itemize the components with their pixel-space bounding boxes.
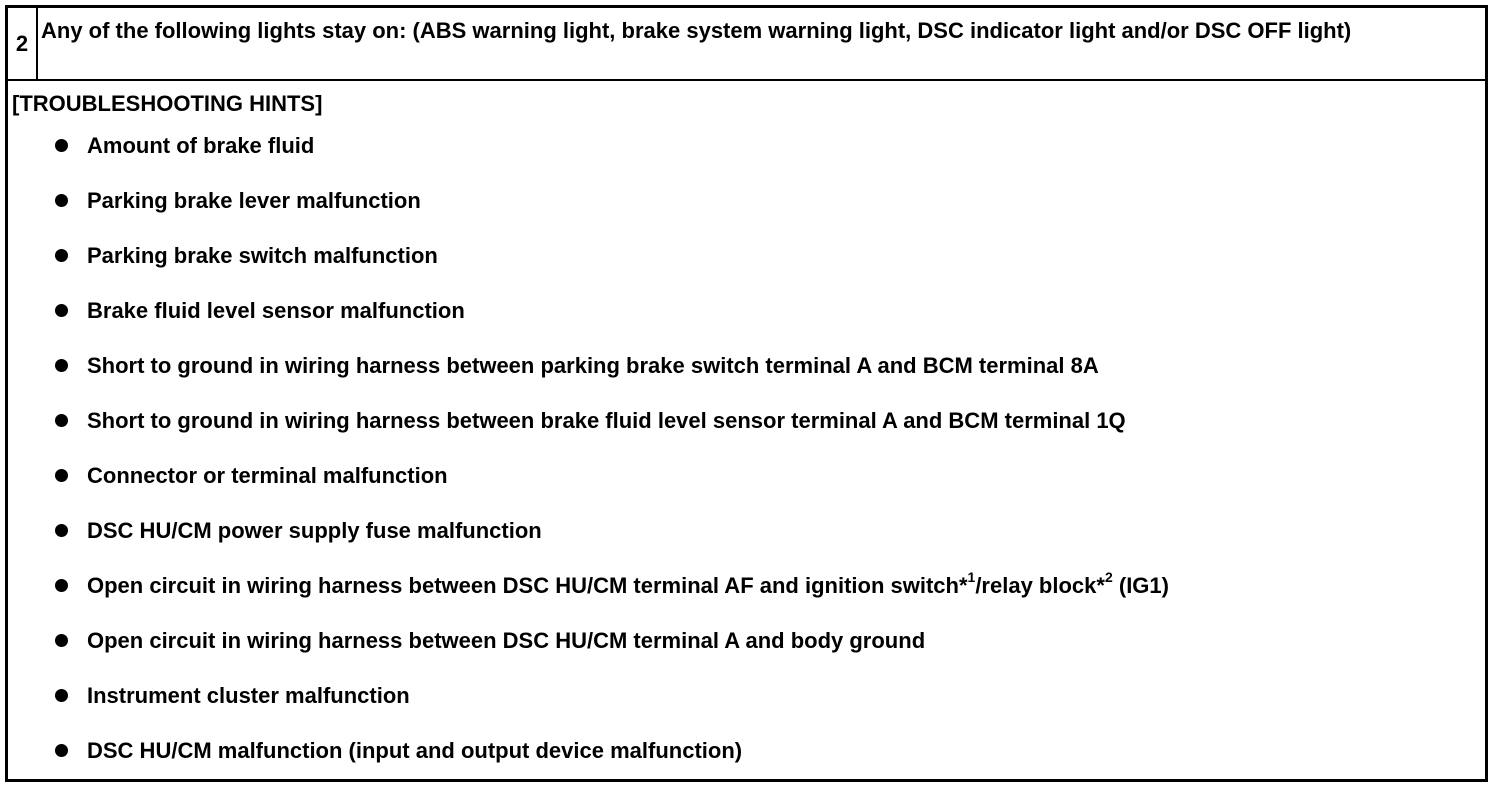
bullet-icon — [55, 469, 68, 482]
bullet-icon — [55, 744, 68, 757]
footnote-marker: 2 — [1104, 568, 1113, 585]
hint-text: Short to ground in wiring harness between parking brake switch terminal A and BCM terminal 8A — [87, 353, 1099, 378]
hint-text-part: Open circuit in wiring harness between DSC HU/CM terminal AF and ignition switch* — [87, 573, 968, 598]
hint-text: Parking brake lever malfunction — [87, 188, 421, 213]
hint-text-with-footnotes — [87, 568, 1169, 599]
bullet-icon — [55, 304, 68, 317]
hint-text-part: (IG1) — [1112, 573, 1169, 598]
bullet-icon — [55, 194, 68, 207]
hint-text: Short to ground in wiring harness between brake fluid level sensor terminal A and BCM terminal 1Q — [87, 408, 1126, 433]
hint-text: DSC HU/CM malfunction (input and output device malfunction) — [87, 738, 743, 763]
hint-text: Parking brake switch malfunction — [87, 243, 438, 268]
hint-text: Amount of brake fluid — [87, 133, 315, 158]
bullet-icon — [55, 634, 68, 647]
hint-text: Open circuit in wiring harness between DSC HU/CM terminal A and body ground — [87, 628, 926, 653]
hint-text: Connector or terminal malfunction — [87, 463, 448, 488]
bullet-icon — [55, 579, 68, 592]
bullet-icon — [55, 249, 68, 262]
bullet-icon — [55, 689, 68, 702]
troubleshooting-table — [5, 5, 1488, 782]
troubleshooting-hints-heading: [TROUBLESHOOTING HINTS] — [12, 91, 323, 116]
hint-text: Instrument cluster malfunction — [87, 683, 410, 708]
footnote-marker: 1 — [967, 568, 976, 585]
bullet-icon — [55, 359, 68, 372]
hint-text-part: /relay block* — [975, 573, 1105, 598]
step-title: Any of the following lights stay on: (ABS warning light, brake system warning light, DSC indicator light and/or DSC OFF light) — [41, 18, 1352, 43]
hint-text: DSC HU/CM power supply fuse malfunction — [87, 518, 542, 543]
bullet-icon — [55, 414, 68, 427]
step-header-row — [8, 8, 1485, 81]
step-number: 2 — [8, 8, 38, 79]
bullet-icon — [55, 524, 68, 537]
bullet-icon — [55, 139, 68, 152]
hint-text: Brake fluid level sensor malfunction — [87, 298, 465, 323]
